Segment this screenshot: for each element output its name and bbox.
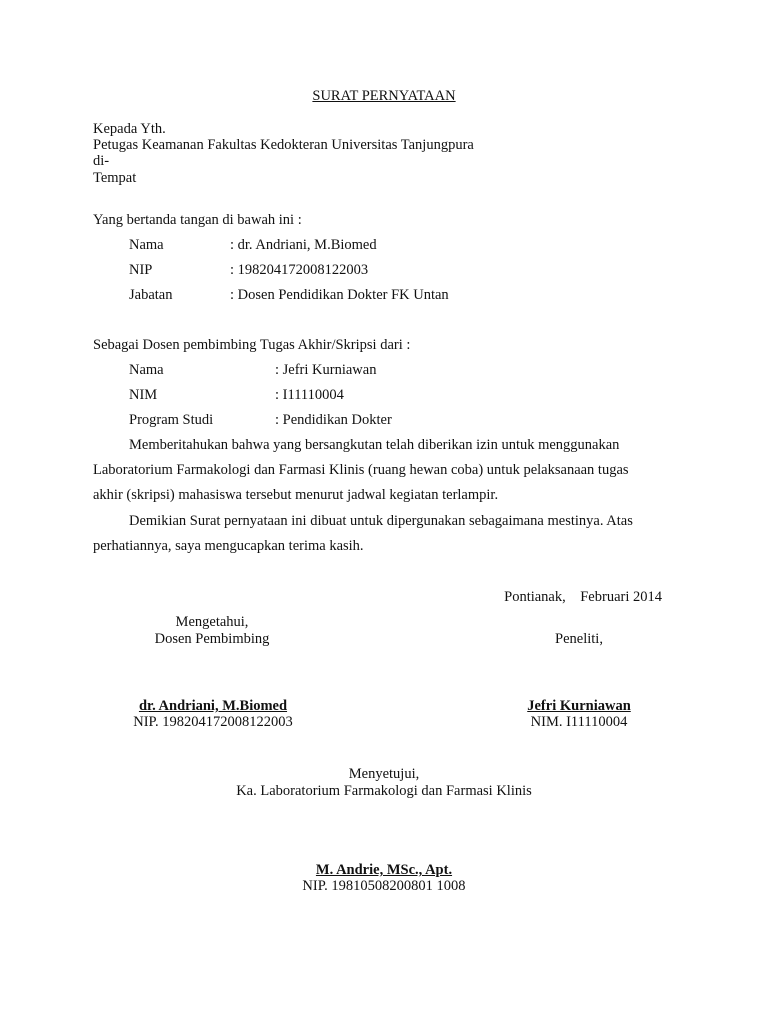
right-caption: Peneliti, — [555, 631, 603, 647]
student-label: Nama — [129, 362, 164, 378]
signer-label: Nama — [129, 237, 164, 253]
signer-label: NIP — [129, 262, 153, 278]
paragraph-line: Demikian Surat pernyataan ini dibuat untuk dipergunakan sebagaimana mestinya. Atas — [129, 513, 633, 529]
left-caption: Mengetahui, — [175, 614, 249, 630]
letter-title: SURAT PERNYATAAN — [312, 88, 456, 104]
signer-value: : dr. Andriani, M.Biomed — [230, 237, 377, 253]
signer-value: : Dosen Pendidikan Dokter FK Untan — [230, 287, 449, 303]
signer-value: : 198204172008122003 — [230, 262, 369, 278]
signer-label: Jabatan — [129, 287, 173, 303]
left-signer-id: NIP. 198204172008122003 — [133, 714, 293, 730]
student-value: : Jefri Kurniawan — [275, 362, 377, 378]
right-signer-id: NIM. I11110004 — [530, 714, 628, 730]
paragraph-line: Memberitahukan bahwa yang bersangkutan telah diberikan izin untuk menggunakan — [129, 437, 620, 453]
student-label: Program Studi — [129, 412, 214, 428]
left-caption: Dosen Pembimbing — [154, 631, 270, 647]
student-value: : Pendidikan Dokter — [275, 412, 392, 428]
addressee-line: Tempat — [93, 170, 137, 186]
left-signer-name: dr. Andriani, M.Biomed — [138, 698, 288, 714]
bottom-caption: Menyetujui, — [348, 766, 420, 782]
right-signer-name: Jefri Kurniawan — [527, 698, 631, 714]
addressee-line: Petugas Keamanan Fakultas Kedokteran Universitas Tanjungpura — [93, 137, 474, 153]
paragraph-line: perhatiannya, saya mengucapkan terima kasih. — [93, 538, 364, 554]
addressee-line: Kepada Yth. — [93, 121, 166, 137]
student-value: : I11110004 — [275, 387, 344, 403]
student-intro: Sebagai Dosen pembimbing Tugas Akhir/Skripsi dari : — [93, 337, 411, 353]
bottom-signer-name: M. Andrie, MSc., Apt. — [315, 862, 453, 878]
addressee-line: di- — [93, 153, 110, 169]
bottom-signer-id: NIP. 19810508200801 1008 — [302, 878, 466, 894]
student-label: NIM — [129, 387, 158, 403]
paragraph-line: akhir (skripsi) mahasiswa tersebut menurut jadwal kegiatan terlampir. — [93, 487, 499, 503]
paragraph-line: Laboratorium Farmakologi dan Farmasi Klinis (ruang hewan coba) untuk pelaksanaan tugas — [93, 462, 629, 478]
bottom-caption: Ka. Laboratorium Farmakologi dan Farmasi Klinis — [236, 783, 532, 799]
place-date: Pontianak, Februari 2014 — [504, 589, 662, 605]
signer-intro: Yang bertanda tangan di bawah ini : — [93, 212, 302, 228]
